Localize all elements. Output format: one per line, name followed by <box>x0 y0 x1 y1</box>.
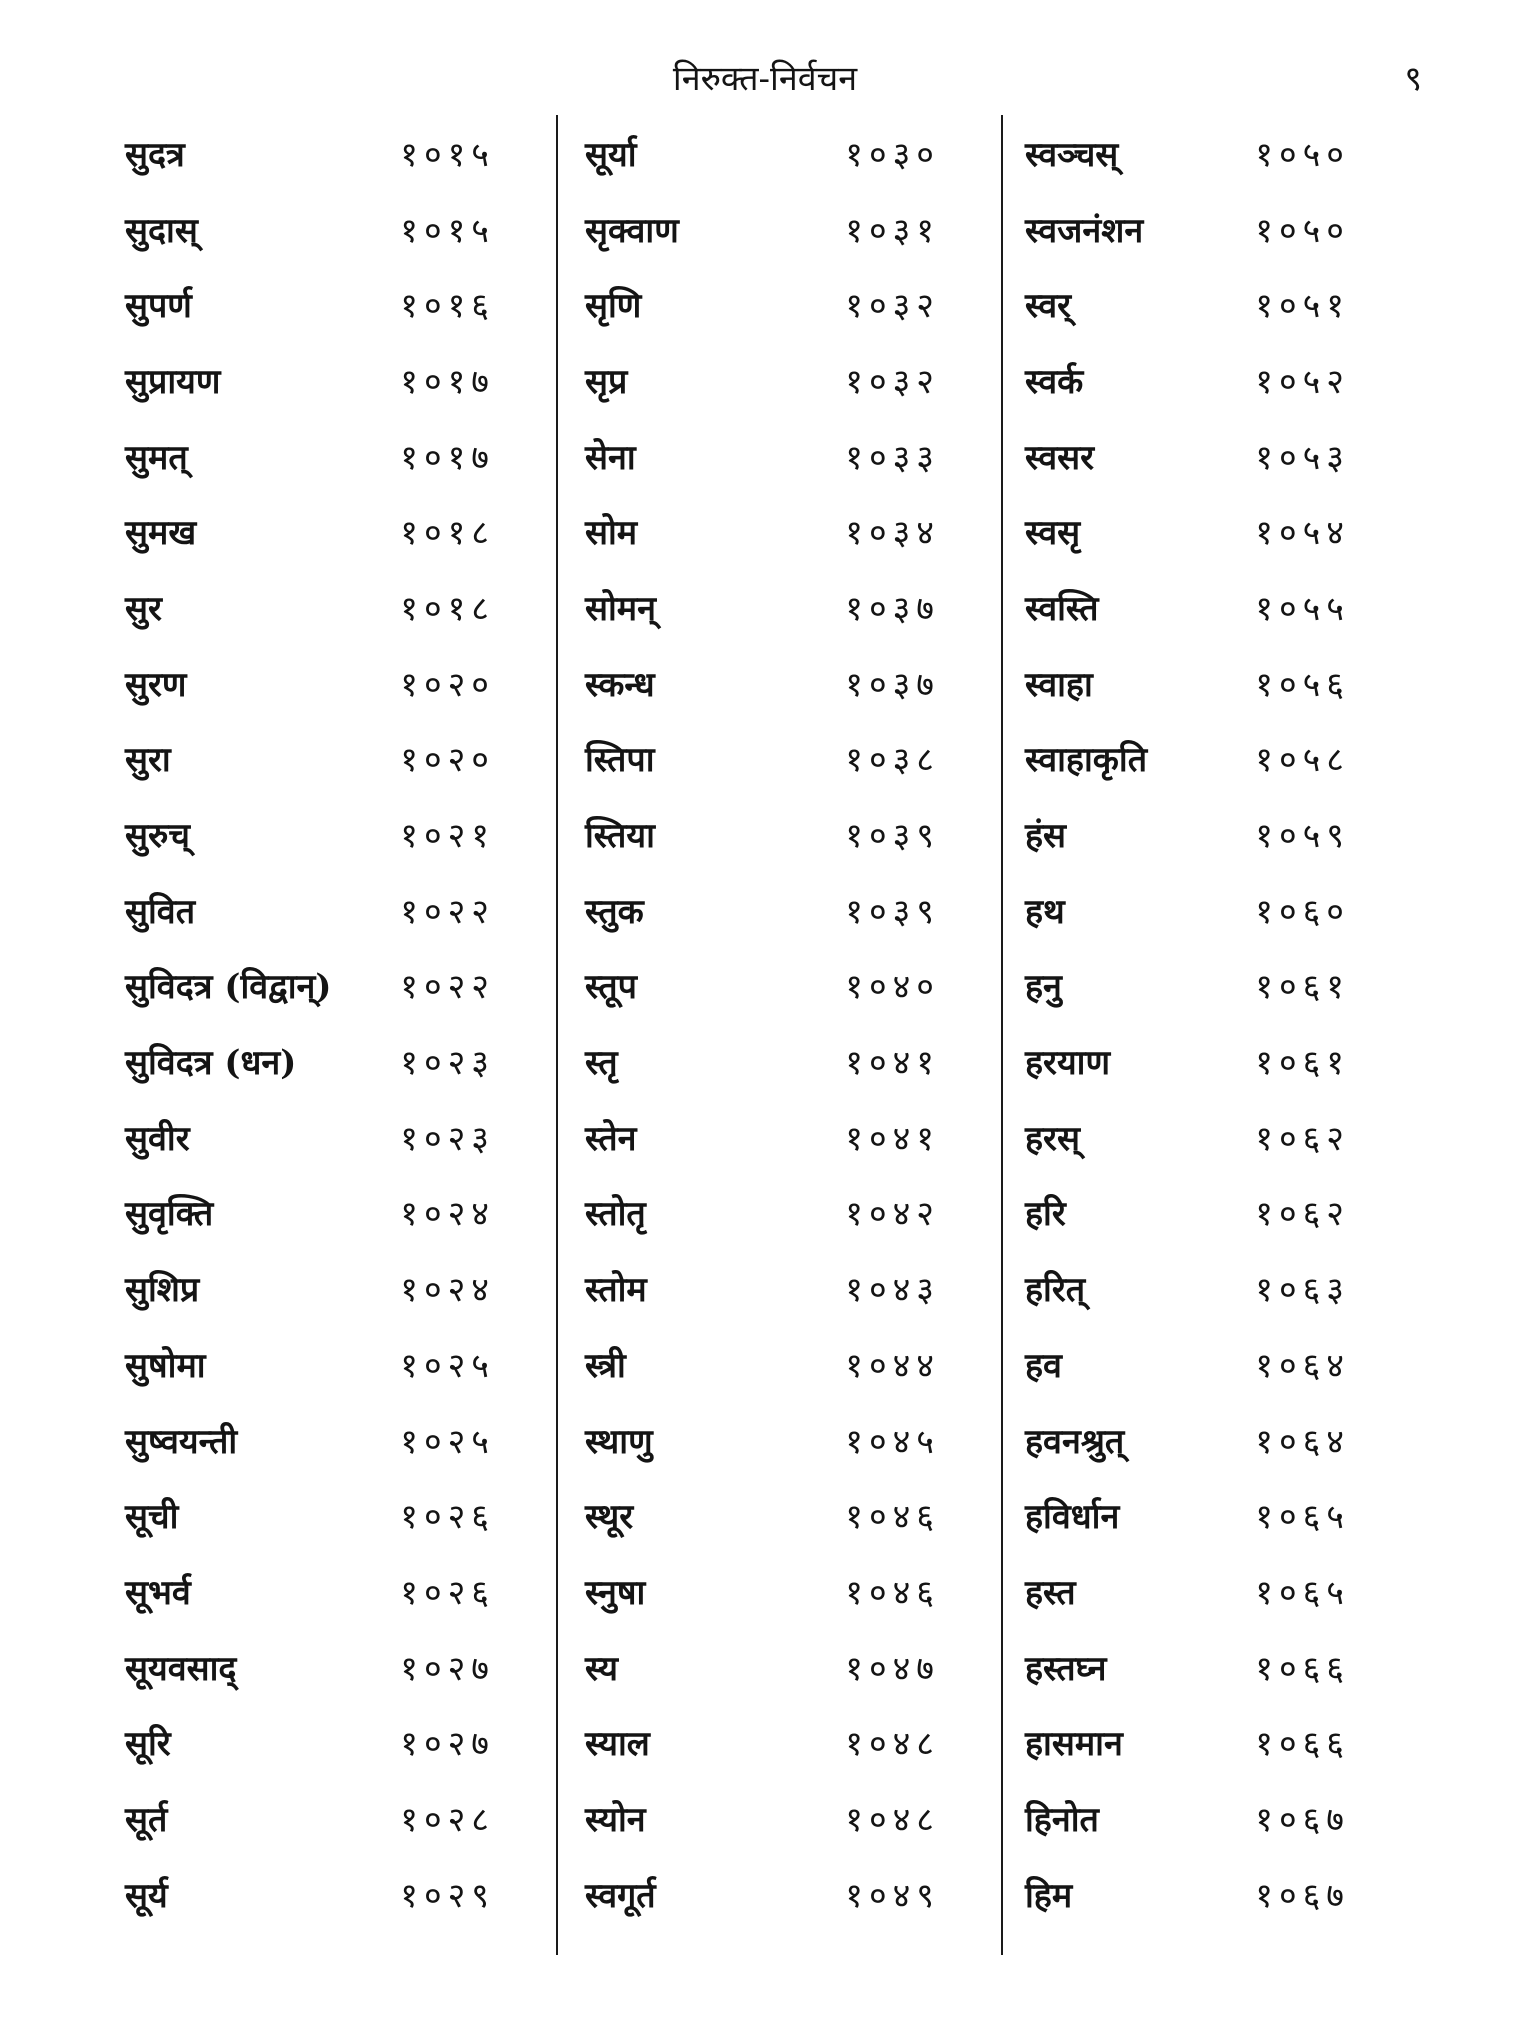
entry-page-number: १०१५ <box>400 210 495 251</box>
index-entry <box>995 1023 1395 1099</box>
entry-page-number: १०६१ <box>1255 967 1350 1008</box>
index-entry <box>125 721 525 797</box>
entry-page-number: १०५० <box>1255 210 1350 251</box>
entry-word: स्वाहा <box>1025 664 1093 705</box>
entry-page-number: १०२० <box>400 664 495 705</box>
entry-word: हिम <box>1025 1875 1073 1916</box>
index-entry <box>125 569 525 645</box>
index-entry <box>560 1402 980 1478</box>
entry-page-number: १०५९ <box>1255 816 1350 857</box>
entry-word: सूची <box>125 1497 179 1538</box>
entry-word: स्वर्क <box>1025 361 1084 402</box>
entry-word: स्वर् <box>1025 286 1072 327</box>
entry-word: सूरि <box>125 1724 171 1765</box>
entry-word: सुष्वयन्ती <box>125 1421 238 1462</box>
entry-page-number: १०६० <box>1255 891 1350 932</box>
entry-page-number: १०४३ <box>845 1270 940 1311</box>
index-entry <box>995 418 1395 494</box>
index-entry <box>995 1629 1395 1705</box>
entry-page-number: १०१५ <box>400 134 495 175</box>
entry-page-number: १०२६ <box>400 1572 495 1613</box>
entry-page-number: १०२४ <box>400 1270 495 1311</box>
index-entry <box>125 1175 525 1251</box>
entry-word: हंस <box>1025 816 1067 857</box>
index-entry <box>125 796 525 872</box>
entry-page-number: १०३९ <box>845 816 940 857</box>
entry-word: स्योन <box>585 1799 646 1840</box>
index-entry <box>560 1553 980 1629</box>
entry-page-number: १०५२ <box>1255 361 1350 402</box>
entry-word: हव <box>1025 1345 1062 1386</box>
entry-word: स्तेन <box>585 1118 637 1159</box>
entry-word: सुमख <box>125 513 197 554</box>
index-entry <box>995 872 1395 948</box>
entry-word: सुर <box>125 588 162 629</box>
entry-page-number: १०६६ <box>1255 1648 1350 1689</box>
entry-page-number: १०४६ <box>845 1497 940 1538</box>
entry-page-number: १०२३ <box>400 1118 495 1159</box>
index-entry <box>560 1629 980 1705</box>
entry-word: सुवृक्ति <box>125 1194 214 1235</box>
entry-word: सुवीर <box>125 1118 190 1159</box>
index-entry <box>560 1023 980 1099</box>
index-entry <box>125 418 525 494</box>
index-entry <box>995 569 1395 645</box>
index-entry <box>125 645 525 721</box>
index-entry <box>125 191 525 267</box>
entry-page-number: १०२७ <box>400 1724 495 1765</box>
index-entry <box>560 418 980 494</box>
index-entry <box>995 266 1395 342</box>
entry-page-number: १०४९ <box>845 1875 940 1916</box>
entry-word: हिनोत <box>1025 1799 1099 1840</box>
entry-page-number: १०४१ <box>845 1118 940 1159</box>
entry-word: स्तिया <box>585 816 655 857</box>
entry-word: स्तुक <box>585 891 644 932</box>
entry-page-number: १०५३ <box>1255 437 1350 478</box>
entry-page-number: १०४७ <box>845 1648 940 1689</box>
index-entry <box>995 493 1395 569</box>
index-entry <box>560 1477 980 1553</box>
entry-page-number: १०३७ <box>845 588 940 629</box>
entry-word: हरस् <box>1025 1118 1080 1159</box>
index-entry <box>125 1629 525 1705</box>
entry-word: सेना <box>585 437 636 478</box>
page-number: ९ <box>1404 59 1422 99</box>
index-entry <box>125 1704 525 1780</box>
entry-word: स्वाहाकृति <box>1025 740 1148 781</box>
index-entry <box>995 948 1395 1024</box>
index-entry <box>125 266 525 342</box>
index-entry <box>125 872 525 948</box>
index-entry <box>560 569 980 645</box>
entry-page-number: १०२२ <box>400 891 495 932</box>
entry-word: स्वगूर्त <box>585 1875 656 1916</box>
entry-page-number: १०१७ <box>400 437 495 478</box>
entry-page-number: १०१७ <box>400 361 495 402</box>
entry-word: सुरुच् <box>125 816 190 857</box>
entry-word: स्याल <box>585 1724 650 1765</box>
entry-word: सूयवसाद् <box>125 1648 237 1689</box>
entry-word: हरित् <box>1025 1270 1086 1311</box>
entry-page-number: १०२९ <box>400 1875 495 1916</box>
entry-word: सूभर्व <box>125 1572 191 1613</box>
entry-page-number: १०२० <box>400 740 495 781</box>
entry-word: सृक्वाण <box>585 210 679 251</box>
index-entry <box>560 1250 980 1326</box>
entry-page-number: १०६५ <box>1255 1497 1350 1538</box>
entry-page-number: १०१६ <box>400 286 495 327</box>
index-entry <box>125 948 525 1024</box>
entry-word: स्वजनंशन <box>1025 210 1144 251</box>
entry-page-number: १०४८ <box>845 1799 940 1840</box>
entry-word: सोमन् <box>585 588 656 629</box>
index-entry <box>995 115 1395 191</box>
entry-page-number: १०६१ <box>1255 1043 1350 1084</box>
entry-page-number: १०५४ <box>1255 513 1350 554</box>
entry-page-number: १०२३ <box>400 1043 495 1084</box>
entry-word: सूर्त <box>125 1799 168 1840</box>
index-entry <box>995 645 1395 721</box>
entry-page-number: १०६७ <box>1255 1875 1350 1916</box>
entry-word: हवनश्रुत् <box>1025 1421 1125 1462</box>
entry-page-number: १०३४ <box>845 513 940 554</box>
index-entry <box>560 645 980 721</box>
entry-word: सुशिप्र <box>125 1270 200 1311</box>
entry-page-number: १०६४ <box>1255 1345 1350 1386</box>
index-column-1 <box>125 115 525 1955</box>
index-entry <box>560 948 980 1024</box>
index-columns <box>110 115 1410 1955</box>
index-entry <box>995 1553 1395 1629</box>
index-entry <box>995 796 1395 872</box>
entry-page-number: १०३० <box>845 134 940 175</box>
entry-word: सुप्रायण <box>125 361 221 402</box>
entry-word: सुविदत्र (धन) <box>125 1043 297 1084</box>
entry-page-number: १०४२ <box>845 1194 940 1235</box>
entry-word: हरि <box>1025 1194 1066 1235</box>
entry-word: सुमत् <box>125 437 188 478</box>
entry-page-number: १०४५ <box>845 1421 940 1462</box>
index-entry <box>560 721 980 797</box>
entry-page-number: १०१८ <box>400 588 495 629</box>
index-entry <box>560 1175 980 1251</box>
index-entry <box>995 1099 1395 1175</box>
index-entry <box>560 1704 980 1780</box>
entry-page-number: १०५६ <box>1255 664 1350 705</box>
page-header <box>0 55 1530 115</box>
entry-page-number: १०३८ <box>845 740 940 781</box>
index-entry <box>995 1326 1395 1402</box>
entry-word: स्तिपा <box>585 740 655 781</box>
entry-word: हथ <box>1025 891 1065 932</box>
entry-word: स्वसर <box>1025 437 1095 478</box>
entry-word: हस्त <box>1025 1572 1076 1613</box>
entry-word: स्थाणु <box>585 1421 653 1462</box>
entry-page-number: १०१८ <box>400 513 495 554</box>
entry-page-number: १०३७ <box>845 664 940 705</box>
entry-page-number: १०३३ <box>845 437 940 478</box>
entry-page-number: १०४० <box>845 967 940 1008</box>
entry-page-number: १०५१ <box>1255 286 1350 327</box>
entry-page-number: १०६३ <box>1255 1270 1350 1311</box>
index-entry <box>125 493 525 569</box>
entry-word: सृप्र <box>585 361 628 402</box>
index-entry <box>560 191 980 267</box>
index-entry <box>125 1477 525 1553</box>
index-entry <box>995 1175 1395 1251</box>
index-entry <box>125 1250 525 1326</box>
entry-page-number: १०२७ <box>400 1648 495 1689</box>
entry-word: हरयाण <box>1025 1043 1111 1084</box>
index-entry <box>560 872 980 948</box>
index-entry <box>560 1856 980 1932</box>
entry-page-number: १०६२ <box>1255 1118 1350 1159</box>
index-entry <box>125 1780 525 1856</box>
index-entry <box>560 1326 980 1402</box>
entry-word: स्नुषा <box>585 1572 646 1613</box>
entry-page-number: १०२५ <box>400 1421 495 1462</box>
index-entry <box>995 1477 1395 1553</box>
index-column-3 <box>995 115 1395 1955</box>
entry-word: स्य <box>585 1648 618 1689</box>
entry-page-number: १०६७ <box>1255 1799 1350 1840</box>
index-entry <box>560 493 980 569</box>
entry-page-number: १०३९ <box>845 891 940 932</box>
entry-word: सूर्या <box>585 134 637 175</box>
entry-page-number: १०५५ <box>1255 588 1350 629</box>
entry-word: सोम <box>585 513 638 554</box>
entry-word: हस्तघ्न <box>1025 1648 1107 1689</box>
entry-word: स्कन्ध <box>585 664 655 705</box>
entry-word: स्वञ्चस् <box>1025 134 1119 175</box>
index-entry <box>995 1704 1395 1780</box>
index-entry <box>125 1099 525 1175</box>
entry-word: हविर्धान <box>1025 1497 1120 1538</box>
index-column-2 <box>560 115 980 1955</box>
entry-word: स्तृ <box>585 1043 618 1084</box>
index-entry <box>560 796 980 872</box>
index-entry <box>125 342 525 418</box>
entry-word: सुपर्ण <box>125 286 192 327</box>
entry-page-number: १०३२ <box>845 361 940 402</box>
running-title: निरुक्त-निर्वचन <box>672 59 858 99</box>
index-entry <box>125 1023 525 1099</box>
index-entry <box>125 1856 525 1932</box>
entry-word: स्त्री <box>585 1345 626 1386</box>
entry-word: सुरा <box>125 740 171 781</box>
entry-word: हनु <box>1025 967 1062 1008</box>
index-entry <box>995 1250 1395 1326</box>
entry-page-number: १०४६ <box>845 1572 940 1613</box>
entry-word: स्वस्ति <box>1025 588 1099 629</box>
index-entry <box>995 1856 1395 1932</box>
index-entry <box>125 1553 525 1629</box>
entry-word: सृणि <box>585 286 642 327</box>
entry-word: स्तोतृ <box>585 1194 646 1235</box>
entry-word: सुरण <box>125 664 187 705</box>
index-entry <box>995 191 1395 267</box>
entry-page-number: १०५० <box>1255 134 1350 175</box>
entry-page-number: १०६२ <box>1255 1194 1350 1235</box>
index-entry <box>995 1402 1395 1478</box>
index-entry <box>560 115 980 191</box>
entry-page-number: १०६५ <box>1255 1572 1350 1613</box>
entry-word: सुदास् <box>125 210 198 251</box>
entry-page-number: १०४१ <box>845 1043 940 1084</box>
entry-page-number: १०५८ <box>1255 740 1350 781</box>
index-entry <box>125 115 525 191</box>
entry-word: सुदत्र <box>125 134 185 175</box>
index-entry <box>560 1780 980 1856</box>
entry-word: स्थूर <box>585 1497 634 1538</box>
index-entry <box>560 1099 980 1175</box>
entry-page-number: १०२४ <box>400 1194 495 1235</box>
index-entry <box>995 342 1395 418</box>
entry-page-number: १०२५ <box>400 1345 495 1386</box>
entry-page-number: १०३२ <box>845 286 940 327</box>
index-entry <box>125 1402 525 1478</box>
entry-word: हासमान <box>1025 1724 1123 1765</box>
index-entry <box>560 266 980 342</box>
entry-word: स्वसृ <box>1025 513 1081 554</box>
entry-page-number: १०२१ <box>400 816 495 857</box>
entry-page-number: १०३१ <box>845 210 940 251</box>
index-entry <box>995 721 1395 797</box>
entry-word: सुषोमा <box>125 1345 206 1386</box>
index-entry <box>125 1326 525 1402</box>
entry-page-number: १०६४ <box>1255 1421 1350 1462</box>
entry-word: सुविदत्र (विद्वान्) <box>125 967 332 1008</box>
entry-page-number: १०२२ <box>400 967 495 1008</box>
entry-word: सुवित <box>125 891 196 932</box>
entry-word: स्तूप <box>585 967 637 1008</box>
entry-page-number: १०४४ <box>845 1345 940 1386</box>
entry-page-number: १०२८ <box>400 1799 495 1840</box>
entry-word: सूर्य <box>125 1875 168 1916</box>
index-entry <box>995 1780 1395 1856</box>
index-entry <box>560 342 980 418</box>
column-divider <box>556 115 558 1955</box>
entry-page-number: १०४८ <box>845 1724 940 1765</box>
entry-page-number: १०२६ <box>400 1497 495 1538</box>
entry-word: स्तोम <box>585 1270 647 1311</box>
entry-page-number: १०६६ <box>1255 1724 1350 1765</box>
